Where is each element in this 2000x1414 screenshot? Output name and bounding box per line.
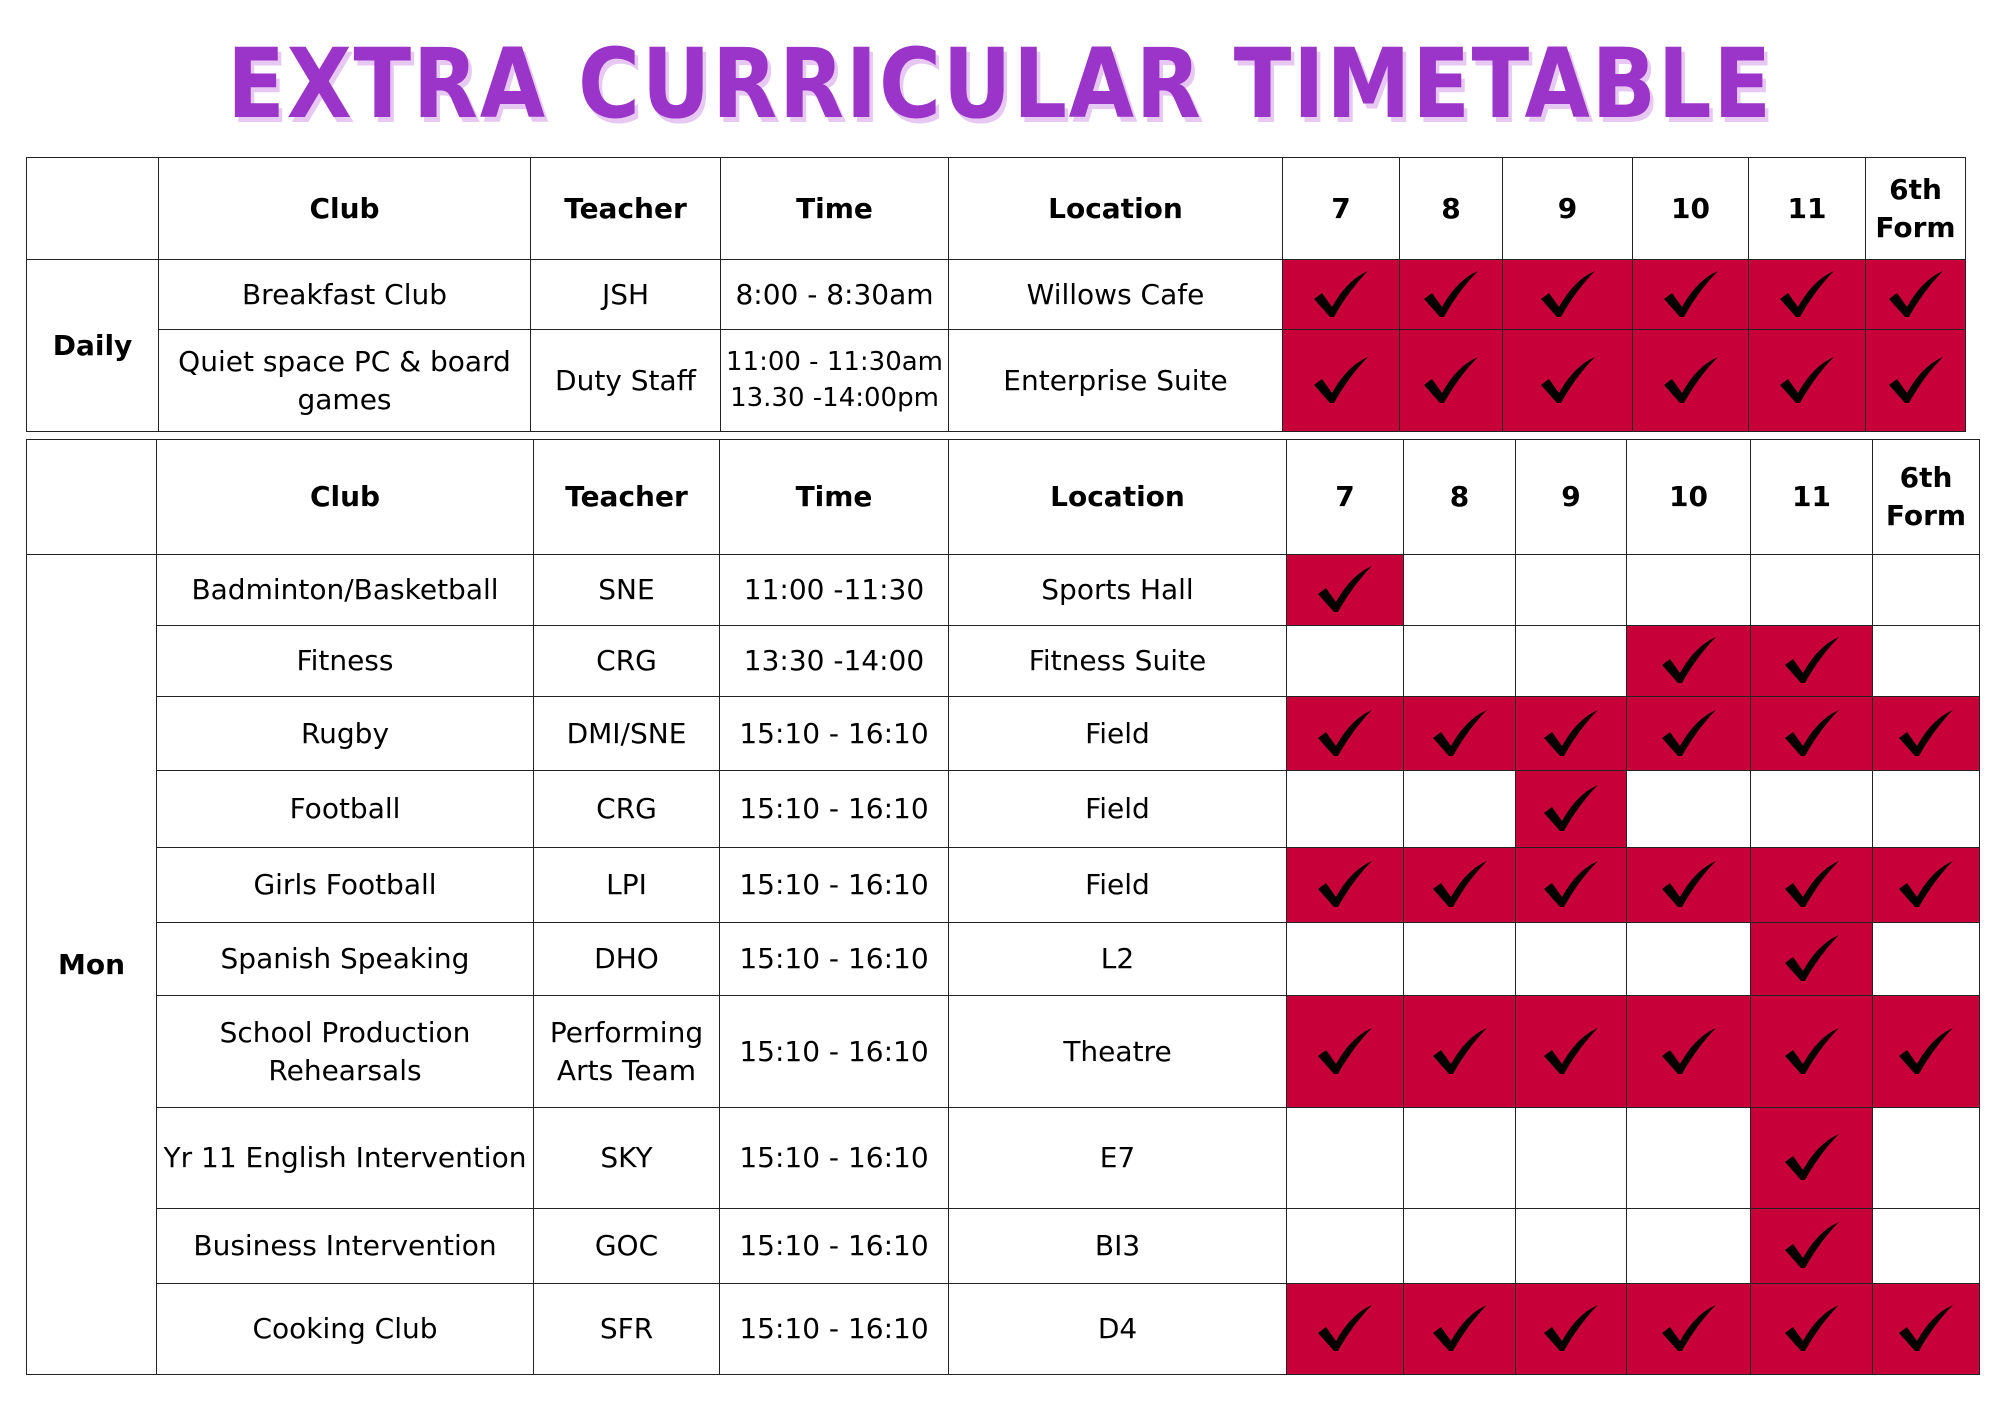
table-row [27,260,1966,330]
club-cell: Quiet space PC & board games [159,330,531,432]
time-cell: 15:10 - 16:10 [720,1209,949,1284]
eligible-cell [1866,330,1966,432]
club-cell: Yr 11 English Intervention [157,1108,534,1209]
checkmark-icon [1749,269,1865,321]
header-sixth-form: 6th Form [1866,158,1966,260]
checkmark-icon [1873,708,1979,760]
eligible-cell [1633,260,1749,330]
empty-cell [1873,923,1980,996]
location-cell: Fitness Suite [949,626,1287,697]
checkmark-icon [1287,1303,1403,1355]
empty-cell [1404,555,1516,626]
checkmark-icon [1873,1026,1979,1078]
header-year-11: 11 [1751,440,1873,555]
location-cell: L2 [949,923,1287,996]
daily-header-row [27,158,1966,260]
empty-cell [1751,771,1873,848]
checkmark-icon [1633,269,1748,321]
club-cell: Fitness [157,626,534,697]
table-row [27,330,1966,432]
checkmark-icon [1627,859,1750,911]
table-row [27,626,1980,697]
table-row [27,848,1980,923]
empty-cell [1627,1108,1751,1209]
time-slot: 13.30 -14:00pm [730,382,939,413]
day-label: Mon [27,555,157,1375]
checkmark-icon [1516,859,1626,911]
eligible-cell [1627,848,1751,923]
header-year-7: 7 [1287,440,1404,555]
empty-cell [1516,1209,1627,1284]
table-row [27,1209,1980,1284]
location-cell: E7 [949,1108,1287,1209]
daily-timetable [26,157,1966,432]
eligible-cell [1287,848,1404,923]
checkmark-icon [1287,1026,1403,1078]
header-year-8: 8 [1400,158,1503,260]
eligible-cell [1627,996,1751,1108]
empty-cell [1627,555,1751,626]
eligible-cell [1287,996,1404,1108]
empty-cell [1404,626,1516,697]
eligible-cell [1287,555,1404,626]
time-cell [721,330,949,432]
empty-cell [1287,923,1404,996]
location-cell: Willows Cafe [949,260,1283,330]
eligible-cell [1749,330,1866,432]
empty-cell [1627,771,1751,848]
eligible-cell [1283,330,1400,432]
header-time: Time [721,158,949,260]
teacher-cell: CRG [534,771,720,848]
eligible-cell [1751,1209,1873,1284]
teacher-cell: Duty Staff [531,330,721,432]
location-cell: BI3 [949,1209,1287,1284]
time-cell: 15:10 - 16:10 [720,848,949,923]
empty-cell [1287,1108,1404,1209]
header-location: Location [949,158,1283,260]
teacher-cell: SNE [534,555,720,626]
teacher-cell: DMI/SNE [534,697,720,771]
time-cell: 15:10 - 16:10 [720,923,949,996]
eligible-cell [1627,1284,1751,1375]
table-row [27,771,1980,848]
header-year-11: 11 [1749,158,1866,260]
checkmark-icon [1404,708,1515,760]
eligible-cell [1404,697,1516,771]
header-location: Location [949,440,1287,555]
eligible-cell [1503,260,1633,330]
empty-cell [1516,626,1627,697]
eligible-cell [1866,260,1966,330]
corner-cell [27,158,159,260]
empty-cell [1287,1209,1404,1284]
table-row [27,697,1980,771]
header-year-8: 8 [1404,440,1516,555]
eligible-cell [1751,923,1873,996]
checkmark-icon [1283,355,1399,407]
checkmark-icon [1404,1303,1515,1355]
location-cell: Field [949,771,1287,848]
club-cell: Business Intervention [157,1209,534,1284]
mon-header-row [27,440,1980,555]
checkmark-icon [1516,1026,1626,1078]
checkmark-icon [1400,355,1502,407]
checkmark-icon [1751,859,1872,911]
club-cell: Girls Football [157,848,534,923]
monday-timetable [26,439,1980,1375]
empty-cell [1873,1209,1980,1284]
eligible-cell [1400,330,1503,432]
eligible-cell [1516,697,1627,771]
checkmark-icon [1627,708,1750,760]
empty-cell [1404,1209,1516,1284]
eligible-cell [1749,260,1866,330]
checkmark-icon [1503,355,1632,407]
eligible-cell [1400,260,1503,330]
checkmark-icon [1873,859,1979,911]
eligible-cell [1516,848,1627,923]
checkmark-icon [1287,564,1403,616]
eligible-cell [1627,697,1751,771]
eligible-cell [1404,996,1516,1108]
eligible-cell [1516,996,1627,1108]
eligible-cell [1516,771,1627,848]
club-cell: Cooking Club [157,1284,534,1375]
empty-cell [1404,1108,1516,1209]
club-cell: Football [157,771,534,848]
empty-cell [1516,1108,1627,1209]
time-cell: 11:00 -11:30 [720,555,949,626]
eligible-cell [1287,1284,1404,1375]
eligible-cell [1751,626,1873,697]
location-cell: Enterprise Suite [949,330,1283,432]
header-year-10: 10 [1627,440,1751,555]
eligible-cell [1627,626,1751,697]
eligible-cell [1751,996,1873,1108]
eligible-cell [1751,848,1873,923]
empty-cell [1873,1108,1980,1209]
checkmark-icon [1751,1303,1872,1355]
eligible-cell [1633,330,1749,432]
table-row [27,1108,1980,1209]
eligible-cell [1287,697,1404,771]
checkmark-icon [1404,859,1515,911]
time-slot: 11:00 - 11:30am [725,347,944,378]
empty-cell [1516,555,1627,626]
teacher-cell: LPI [534,848,720,923]
eligible-cell [1873,1284,1980,1375]
checkmark-icon [1866,269,1965,321]
eligible-cell [1404,848,1516,923]
checkmark-icon [1404,1026,1515,1078]
teacher-cell: JSH [531,260,721,330]
empty-cell [1404,923,1516,996]
header-club: Club [157,440,534,555]
location-cell: Theatre [949,996,1287,1108]
club-cell: Rugby [157,697,534,771]
checkmark-icon [1873,1303,1979,1355]
checkmark-icon [1516,1303,1626,1355]
time-cell: 15:10 - 16:10 [720,1284,949,1375]
checkmark-icon [1751,708,1872,760]
table-row [27,996,1980,1108]
checkmark-icon [1866,355,1965,407]
eligible-cell [1873,848,1980,923]
location-cell: Sports Hall [949,555,1287,626]
time-cell: 8:00 - 8:30am [721,260,949,330]
checkmark-icon [1283,269,1399,321]
club-cell: School Production Rehearsals [157,996,534,1108]
empty-cell [1751,555,1873,626]
checkmark-icon [1627,1303,1750,1355]
checkmark-icon [1503,269,1632,321]
checkmark-icon [1287,708,1403,760]
teacher-cell: SKY [534,1108,720,1209]
eligible-cell [1751,697,1873,771]
empty-cell [1873,626,1980,697]
location-cell: Field [949,848,1287,923]
empty-cell [1627,1209,1751,1284]
teacher-cell: DHO [534,923,720,996]
checkmark-icon [1516,708,1626,760]
empty-cell [1516,923,1627,996]
checkmark-icon [1287,859,1403,911]
teacher-cell: Performing Arts Team [534,996,720,1108]
checkmark-icon [1751,1220,1872,1272]
eligible-cell [1873,697,1980,771]
time-cell: 13:30 -14:00 [720,626,949,697]
empty-cell [1627,923,1751,996]
time-cell: 15:10 - 16:10 [720,996,949,1108]
day-label: Daily [27,260,159,432]
club-cell: Spanish Speaking [157,923,534,996]
eligible-cell [1751,1284,1873,1375]
checkmark-icon [1751,1026,1872,1078]
club-cell: Breakfast Club [159,260,531,330]
checkmark-icon [1749,355,1865,407]
table-row [27,923,1980,996]
time-cell: 15:10 - 16:10 [720,697,949,771]
header-club: Club [159,158,531,260]
header-teacher: Teacher [534,440,720,555]
empty-cell [1404,771,1516,848]
table-row [27,555,1980,626]
teacher-cell: SFR [534,1284,720,1375]
empty-cell [1873,771,1980,848]
header-year-7: 7 [1283,158,1400,260]
checkmark-icon [1751,635,1872,687]
checkmark-icon [1400,269,1502,321]
header-time: Time [720,440,949,555]
empty-cell [1873,555,1980,626]
header-year-9: 9 [1503,158,1633,260]
empty-cell [1287,626,1404,697]
eligible-cell [1283,260,1400,330]
location-cell: D4 [949,1284,1287,1375]
eligible-cell [1516,1284,1627,1375]
checkmark-icon [1627,635,1750,687]
time-cell: 15:10 - 16:10 [720,771,949,848]
checkmark-icon [1516,783,1626,835]
location-cell: Field [949,697,1287,771]
header-teacher: Teacher [531,158,721,260]
corner-cell [27,440,157,555]
checkmark-icon [1627,1026,1750,1078]
teacher-cell: GOC [534,1209,720,1284]
eligible-cell [1404,1284,1516,1375]
header-sixth-form: 6th Form [1873,440,1980,555]
checkmark-icon [1633,355,1748,407]
empty-cell [1287,771,1404,848]
time-cell: 15:10 - 16:10 [720,1108,949,1209]
page-title: EXTRA CURRICULAR TIMETABLE [227,28,1773,140]
eligible-cell [1873,996,1980,1108]
checkmark-icon [1751,933,1872,985]
header-year-9: 9 [1516,440,1627,555]
club-cell: Badminton/Basketball [157,555,534,626]
header-year-10: 10 [1633,158,1749,260]
table-row [27,1284,1980,1375]
eligible-cell [1503,330,1633,432]
eligible-cell [1751,1108,1873,1209]
checkmark-icon [1751,1132,1872,1184]
teacher-cell: CRG [534,626,720,697]
